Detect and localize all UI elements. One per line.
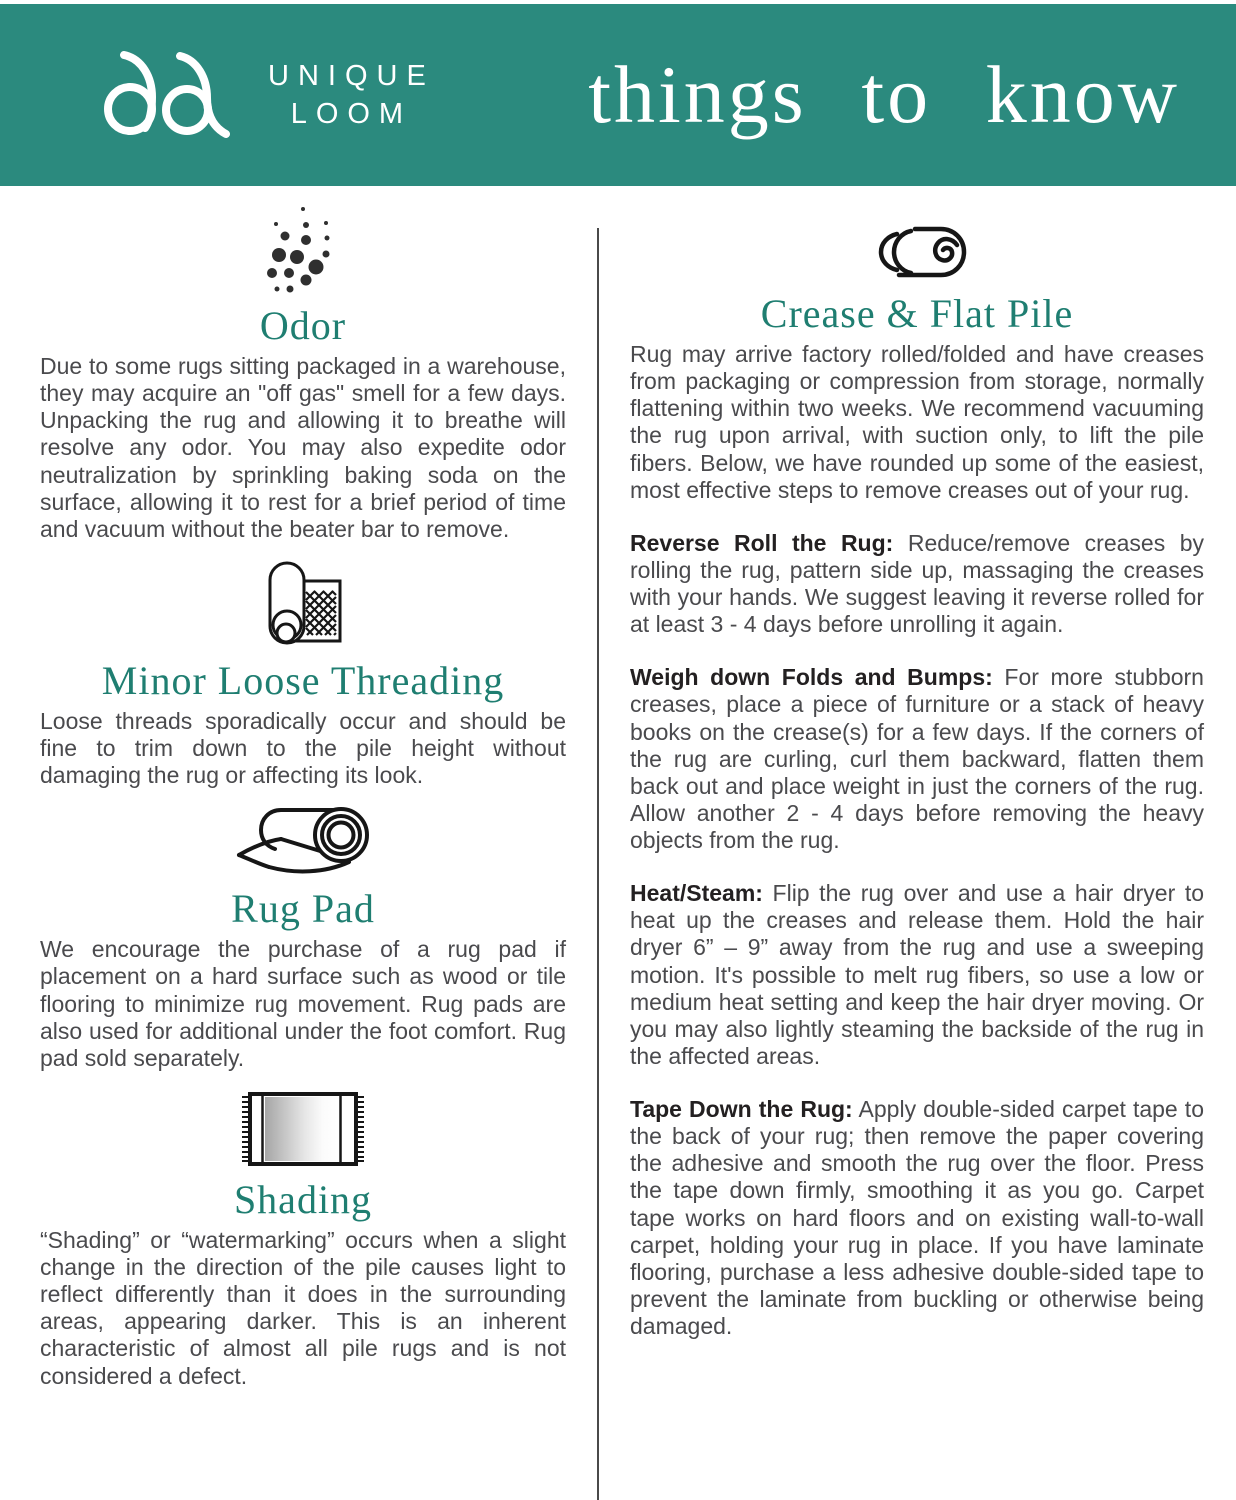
right-column bbox=[630, 224, 1204, 1340]
tip-label-tape-down: Tape Down the Rug: bbox=[630, 1096, 853, 1122]
page-title: things to know bbox=[588, 49, 1180, 140]
left-column bbox=[40, 202, 566, 1390]
section-rug-pad bbox=[40, 805, 566, 1072]
tip-text-tape-down: Apply double-sided carpet tape to the back of your rug; then remove the paper covering the adhesive and smooth the rug over the floor. Press the tape down firmly, smoothing it as you go. Carpet tape works on hard floors and on existing wall-to-wall carpet, holding your rug in place. If you have laminate flooring, purchase a less adhesive double-sided tape to prevent the laminate from buckling or otherwise being damaged. bbox=[630, 1096, 1204, 1339]
section-heading-rug-pad: Rug Pad bbox=[231, 886, 375, 932]
section-heading-crease-flat-pile: Crease & Flat Pile bbox=[760, 291, 1074, 336]
tip-weigh-down bbox=[630, 664, 1204, 854]
tip-label-heat-steam: Heat/Steam: bbox=[630, 880, 763, 907]
section-heading-odor: Odor bbox=[259, 303, 347, 348]
section-intro-crease-flat-pile: Rug may arrive factory rolled/folded and have creases from packaging or compression from storage, normally flattening within two weeks. We recommend vacuuming the rug upon arrival, with suction only, to lift the pile fibers. Below, we have rounded up some of the easiest, most effective steps to remove creases out of your rug. bbox=[630, 341, 1204, 503]
shaded-rug-icon bbox=[40, 1088, 566, 1168]
odor-dots-icon bbox=[40, 202, 566, 294]
tip-text-weigh-down: For more stubborn creases, place a piece of furniture or a stack of heavy books on the crease(s) for a few days. If the corners of the rug are curling, curl them backward, flatten them back out and place weight in just the corners of the rug. Allow another 2 - 4 days before removing the heavy objects from the rug. bbox=[630, 664, 1204, 853]
section-heading-shading: Shading bbox=[233, 1176, 373, 1222]
tip-label-reverse-roll: Reverse Roll the Rug: bbox=[630, 529, 894, 556]
tip-text-heat-steam: Flip the rug over and use a hair dryer to heat up the creases and release them. Hold the hair dryer 6” – 9” away from the rug and use a sweeping motion. It's possible to melt rug fibers, so use a low or medium heat setting and keep the hair dryer moving. Or you may also lightly steaming the backside of the rug in the affected areas. bbox=[630, 880, 1205, 1069]
section-body-loose-threading: Loose threads sporadically occur and should be fine to trim down to the pile height without damaging the rug or affecting its look. bbox=[40, 707, 566, 789]
section-body-shading: “Shading” or “watermarking” occurs when a slight change in the direction of the pile causes light to reflect differently than it does in the surrounding areas, appearing darker. This is an inherent characteristic of almost all pile rugs and is not considered a defect. bbox=[40, 1226, 566, 1389]
unique-loom-logo-icon bbox=[92, 45, 252, 145]
section-shading bbox=[40, 1088, 566, 1390]
column-divider bbox=[597, 228, 599, 1500]
brand-logo-group bbox=[92, 45, 435, 145]
rolled-rug-crease-icon bbox=[630, 224, 1204, 282]
rolled-rug-thread-icon bbox=[40, 559, 566, 649]
brand-line1: UNIQUE bbox=[268, 59, 435, 92]
brand-wordmark bbox=[268, 57, 435, 134]
section-loose-threading bbox=[40, 559, 566, 789]
section-odor bbox=[40, 202, 566, 543]
header-banner bbox=[0, 4, 1236, 186]
tip-reverse-roll bbox=[630, 530, 1204, 639]
section-crease-flat-pile bbox=[630, 224, 1204, 1340]
tip-tape-down bbox=[630, 1096, 1204, 1340]
tip-heat-steam bbox=[630, 880, 1204, 1070]
tip-label-weigh-down: Weigh down Folds and Bumps: bbox=[630, 664, 993, 691]
brand-line2: LOOM bbox=[290, 98, 413, 130]
section-heading-loose-threading: Minor Loose Threading bbox=[101, 657, 505, 703]
section-body-odor: Due to some rugs sitting packaged in a warehouse, they may acquire an "off gas" smell for a few days. Unpacking the rug and allowing it to breathe will resolve any odor. You may also expedite odor neutralization by sprinkling baking soda on the surface, allowing it to rest for a brief period of time and vacuum without the beater bar to remove. bbox=[40, 353, 566, 542]
rug-pad-roll-icon bbox=[40, 805, 566, 877]
tip-text-reverse-roll: Reduce/remove creases by rolling the rug, pattern side up, massaging the creases with your hands. We suggest leaving it reverse rolled for at least 3 - 4 days before unrolling it again. bbox=[630, 529, 1205, 638]
section-body-rug-pad: We encourage the purchase of a rug pad if placement on a hard surface such as wood or tile flooring to minimize rug movement. Rug pads are also used for additional under the foot comfort. Rug pad sold separately. bbox=[40, 936, 566, 1071]
